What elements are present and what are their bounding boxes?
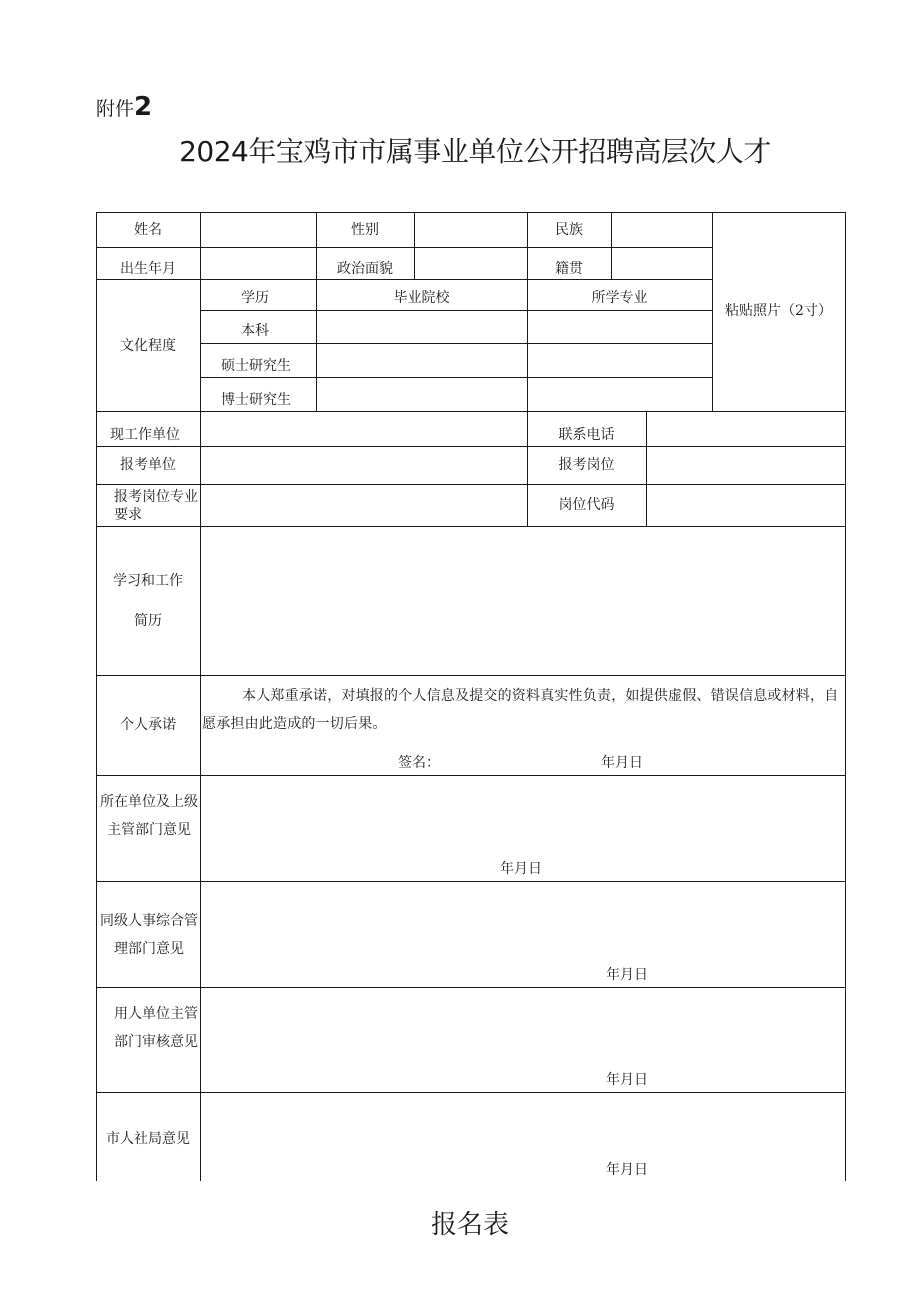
label-post-code: 岗位代码 <box>558 497 615 513</box>
label-phone: 联系电话 <box>558 427 615 443</box>
form-footer-title: 报名表 <box>430 1210 509 1240</box>
label-opinion-hr: 同级人事综合管理部门意见 <box>100 913 198 957</box>
label-master: 硕士研究生 <box>221 358 291 374</box>
label-applied-unit: 报考单位 <box>120 457 176 473</box>
hr-opinion-date: 年月日 <box>606 967 648 983</box>
supervisor-opinion-date: 年月日 <box>606 1072 648 1088</box>
label-opinion-employer: 所在单位及上级主管部门意见 <box>100 794 198 838</box>
label-native-place: 籍贯 <box>555 261 583 277</box>
label-doctor: 博士研究生 <box>221 392 291 408</box>
signature-label: 签名： <box>398 755 440 771</box>
label-name: 姓名 <box>134 222 162 238</box>
label-birth-date: 出生年月 <box>120 261 176 277</box>
label-gender: 性别 <box>351 222 379 238</box>
photo-placeholder: 粘贴照片（2寸） <box>725 303 832 319</box>
attachment-label: 附件2 <box>96 92 153 122</box>
label-political-status: 政治面貌 <box>337 261 393 277</box>
label-degree: 学历 <box>241 290 269 306</box>
label-resume-line1: 学习和工作 <box>113 573 183 589</box>
bureau-opinion-date: 年月日 <box>606 1162 648 1178</box>
label-resume-line2: 简历 <box>134 613 162 629</box>
label-applied-post: 报考岗位 <box>558 457 615 473</box>
label-education: 文化程度 <box>120 338 176 354</box>
label-post-requirement: 报考岗位专业要求 <box>114 489 198 523</box>
pledge-date: 年月日 <box>601 755 643 771</box>
label-current-employer: 现工作单位 <box>110 427 180 443</box>
label-bachelor: 本科 <box>241 323 269 339</box>
attachment-number: 2 <box>134 92 153 122</box>
pledge-text: 本人郑重承诺，对填报的个人信息及提交的资料真实性负责，如提供虚假、错误信息或材料，自愿承担由此造成的一切后果。 <box>202 688 839 732</box>
label-school: 毕业院校 <box>393 290 450 306</box>
label-ethnicity: 民族 <box>555 222 583 238</box>
employer-opinion-date: 年月日 <box>500 861 542 877</box>
label-opinion-bureau: 市人社局意见 <box>106 1131 190 1147</box>
label-major: 所学专业 <box>591 290 648 306</box>
label-pledge: 个人承诺 <box>120 717 176 733</box>
label-opinion-supervisor: 用人单位主管部门审核意见 <box>114 1006 198 1050</box>
page-title: 2024年宝鸡市市属事业单位公开招聘高层次人才 <box>179 135 771 168</box>
